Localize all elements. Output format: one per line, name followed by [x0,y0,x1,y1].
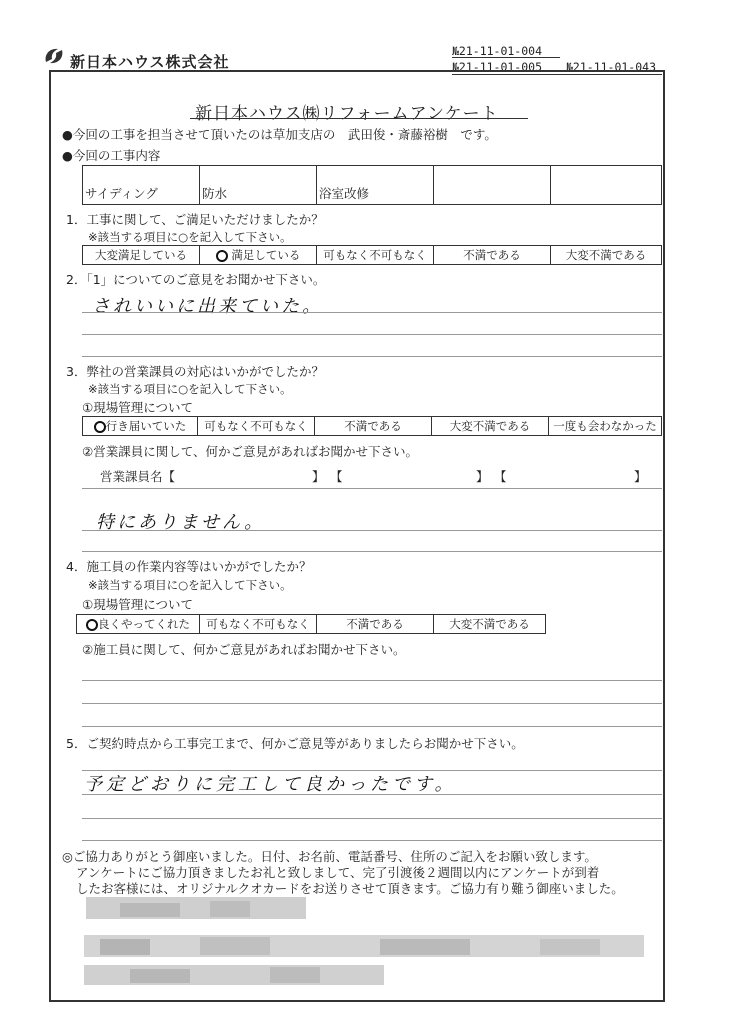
q3-instruction: ※該当する項目に○を記入して下さい。 [88,382,292,396]
q1-option[interactable]: 大変満足している [83,246,200,265]
bracket-close: 】 [476,469,489,484]
work-item [551,166,662,205]
q1-option-selected[interactable]: 満足している [200,246,317,265]
q1-question: 1．工事に関して、ご満足いただけましたか？ [66,212,324,227]
bracket-close: 】 [634,469,647,484]
q4-option-selected[interactable]: 良くやってくれた [77,615,200,634]
q3-option[interactable]: 大変不満である [432,417,549,436]
q4-option[interactable]: 不満である [317,615,434,634]
q3-options [82,416,662,436]
work-items-table [82,165,662,205]
q3-sub1-label: ①現場管理について [82,400,193,415]
doc-number-1: №21-11-01-004 [452,44,543,58]
q4-sub2-label: ②施工員に関して、何かご意見があればお聞かせ下さい。 [82,642,406,657]
work-item: 浴室改修 [317,166,434,205]
work-item: サイディング [83,166,200,205]
selected-circle-icon [94,421,106,433]
company-logo-icon [42,44,66,68]
q3-question: 3．弊社の営業課員の対応はいかがでしたか？ [66,364,324,379]
q3-option[interactable]: 不満である [315,417,432,436]
q3-sub2-label: ②営業課員に関して、何かご意見があればお聞かせ下さい。 [82,444,418,459]
q3-option-selected[interactable]: 行き届いていた [83,417,198,436]
q5-answer[interactable]: 予定どおりに完工して良かったです。 [84,774,457,795]
work-item: 防水 [200,166,317,205]
q4-option[interactable]: 可もなく不可もなく [200,615,317,634]
footer-line-1: ◎ご協力ありがとう御座いました。日付、お名前、電話番号、住所のご記入をお願い致します。 [62,849,597,864]
q4-question: 4．施工員の作業内容等はいかがでしたか？ [66,559,312,574]
q2-question: 2．「1」についてのご意見をお聞かせ下さい。 [66,272,326,287]
branch-line: ●今回の工事を担当させて頂いたのは草加支店の 武田俊・斎藤裕樹 です。 [62,127,497,142]
q1-option[interactable]: 不満である [434,246,551,265]
q3-option[interactable]: 可もなく不可もなく [198,417,315,436]
q1-instruction: ※該当する項目に○を記入して下さい。 [88,230,292,244]
q4-option[interactable]: 大変不満である [434,615,546,634]
q4-sub1-label: ①現場管理について [82,597,193,612]
company-name: 新日本ハウス株式会社 [70,53,230,71]
footer-line-3: したお客様には、オリジナルクオカードをお送りさせて頂きます。ご協力有り難う御座いました。 [76,881,624,896]
selected-circle-icon [216,250,228,262]
q3-answer[interactable]: 特にありません。 [96,512,266,533]
bracket-open: 【 [494,469,507,484]
bracket-open: 【 [330,469,343,484]
q3-option[interactable]: 一度も会わなかった [549,417,662,436]
q1-option[interactable]: 可もなく不可もなく [317,246,434,265]
doc-number-3: №21-11-01-043 [566,60,657,74]
work-label: ●今回の工事内容 [62,148,161,163]
staff-name-label: 営業課員名【 [100,469,176,484]
bracket-close: 】 [312,469,325,484]
q1-option[interactable]: 大変不満である [551,246,662,265]
work-item [434,166,551,205]
q5-question: 5．ご契約時点から工事完工まで、何かご意見等がありましたらお聞かせ下さい。 [66,736,524,751]
redacted-personal-info [80,895,660,995]
doc-number-2: №21-11-01-005 [452,60,543,74]
q4-instruction: ※該当する項目に○を記入して下さい。 [88,578,292,592]
page-title: 新日本ハウス㈱リフォームアンケート [195,104,499,124]
footer-line-2: アンケートにご協力頂きましたお礼と致しまして、完了引渡後２週間以内にアンケートが到着 [76,865,600,880]
selected-circle-icon [86,619,98,631]
q1-options [82,245,662,265]
q2-answer[interactable]: されいいに出来ていた。 [92,296,323,317]
q4-options [76,614,546,634]
